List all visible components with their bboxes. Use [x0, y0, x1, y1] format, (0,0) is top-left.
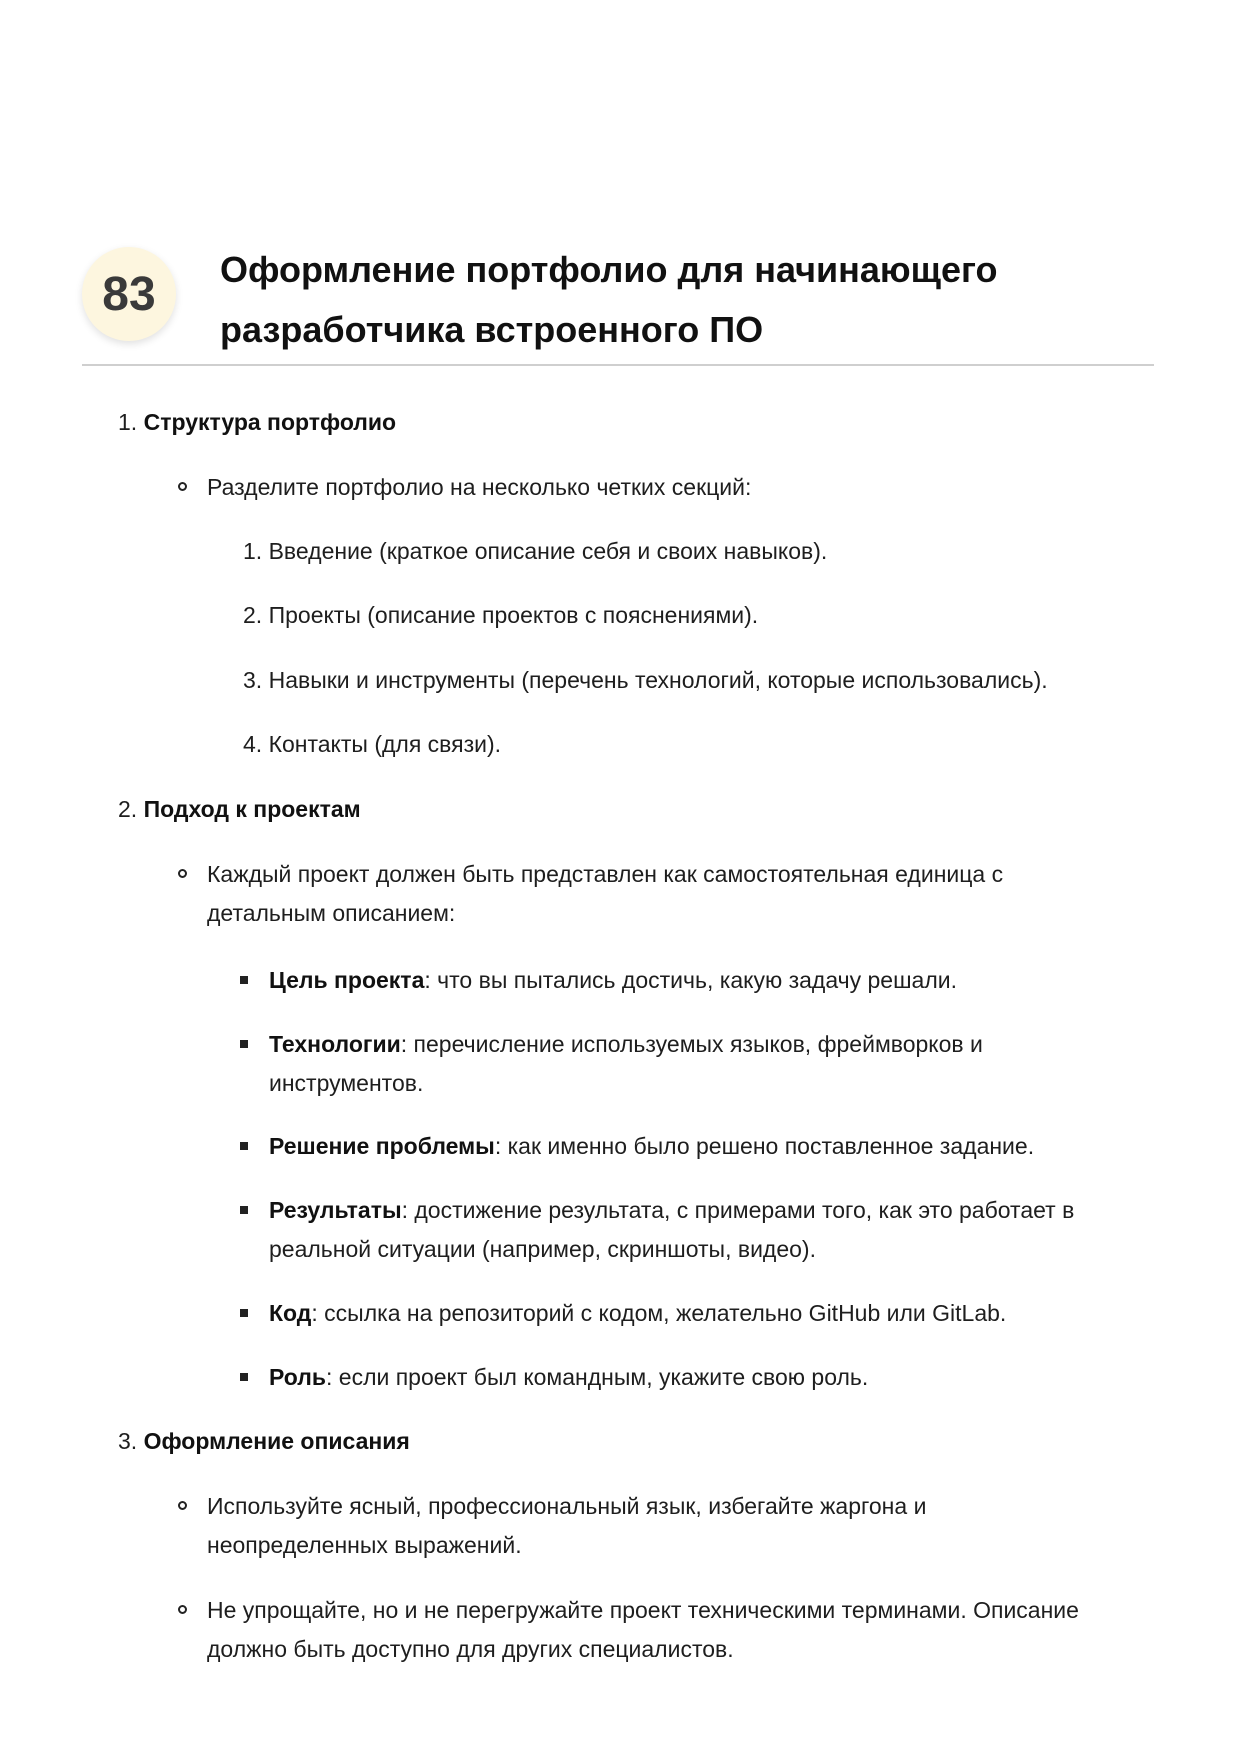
square-bullet-icon — [240, 1373, 248, 1381]
circle-bullet-icon — [178, 869, 187, 878]
list-item: Решение проблемы: как именно было решено поставленное задание. — [269, 1133, 1035, 1159]
section-number: 1. — [118, 409, 138, 435]
list-item: Код: ссылка на репозиторий с кодом, желательно GitHub или GitLab. — [269, 1300, 1007, 1326]
section-heading — [118, 1422, 410, 1461]
list-item: Используйте ясный, профессиональный язык, избегайте жаргона и неопределенных выражений. — [207, 1493, 927, 1558]
section-number: 2. — [118, 796, 138, 822]
list-item: Технологии: перечисление используемых языков, фреймворков и инструментов. — [269, 1031, 983, 1096]
section-heading — [118, 403, 396, 442]
square-bullet-icon — [240, 1142, 248, 1150]
list-item: Разделите портфолио на несколько четких секций: — [207, 474, 752, 500]
section-heading — [118, 790, 361, 829]
square-bullet-icon — [240, 1309, 248, 1317]
section-number: 3. — [118, 1428, 138, 1454]
square-bullet-icon — [240, 1040, 248, 1048]
numbered-subitem: 2. Проекты (описание проектов с пояснениями). — [243, 602, 759, 628]
square-bullet-icon — [240, 1206, 248, 1214]
list-item: Каждый проект должен быть представлен как самостоятельная единица с детальным описанием: — [207, 861, 1004, 926]
numbered-subitem: 1. Введение (краткое описание себя и своих навыков). — [243, 538, 828, 564]
section-title: Структура портфолио — [143, 409, 397, 435]
circle-bullet-icon — [178, 482, 187, 491]
numbered-subitem: 4. Контакты (для связи). — [243, 731, 502, 757]
circle-bullet-icon — [178, 1501, 187, 1510]
numbered-subitem: 3. Навыки и инструменты (перечень технологий, которые использовались). — [243, 667, 1048, 693]
section-title: Подход к проектам — [143, 796, 361, 822]
chapter-title-line-2: разработчика встроенного ПО — [220, 309, 764, 350]
chapter-title-line-1: Оформление портфолио для начинающего — [220, 249, 998, 290]
list-item: Роль: если проект был командным, укажите свою роль. — [269, 1364, 869, 1390]
list-item: Цель проекта: что вы пытались достичь, какую задачу решали. — [269, 967, 957, 993]
list-item: Результаты: достижение результата, с примерами того, как это работает в реальной ситуации (например, скриншоты, видео). — [269, 1197, 1075, 1262]
list-item: Не упрощайте, но и не перегружайте проект техническими терминами. Описание должно быть доступно для других специалистов. — [207, 1597, 1079, 1662]
square-bullet-icon — [240, 976, 248, 984]
chapter-header — [82, 240, 1154, 366]
section-title: Оформление описания — [143, 1428, 410, 1454]
chapter-title — [220, 240, 1120, 360]
circle-bullet-icon — [178, 1605, 187, 1614]
chapter-number-badge: 83 — [82, 247, 176, 341]
